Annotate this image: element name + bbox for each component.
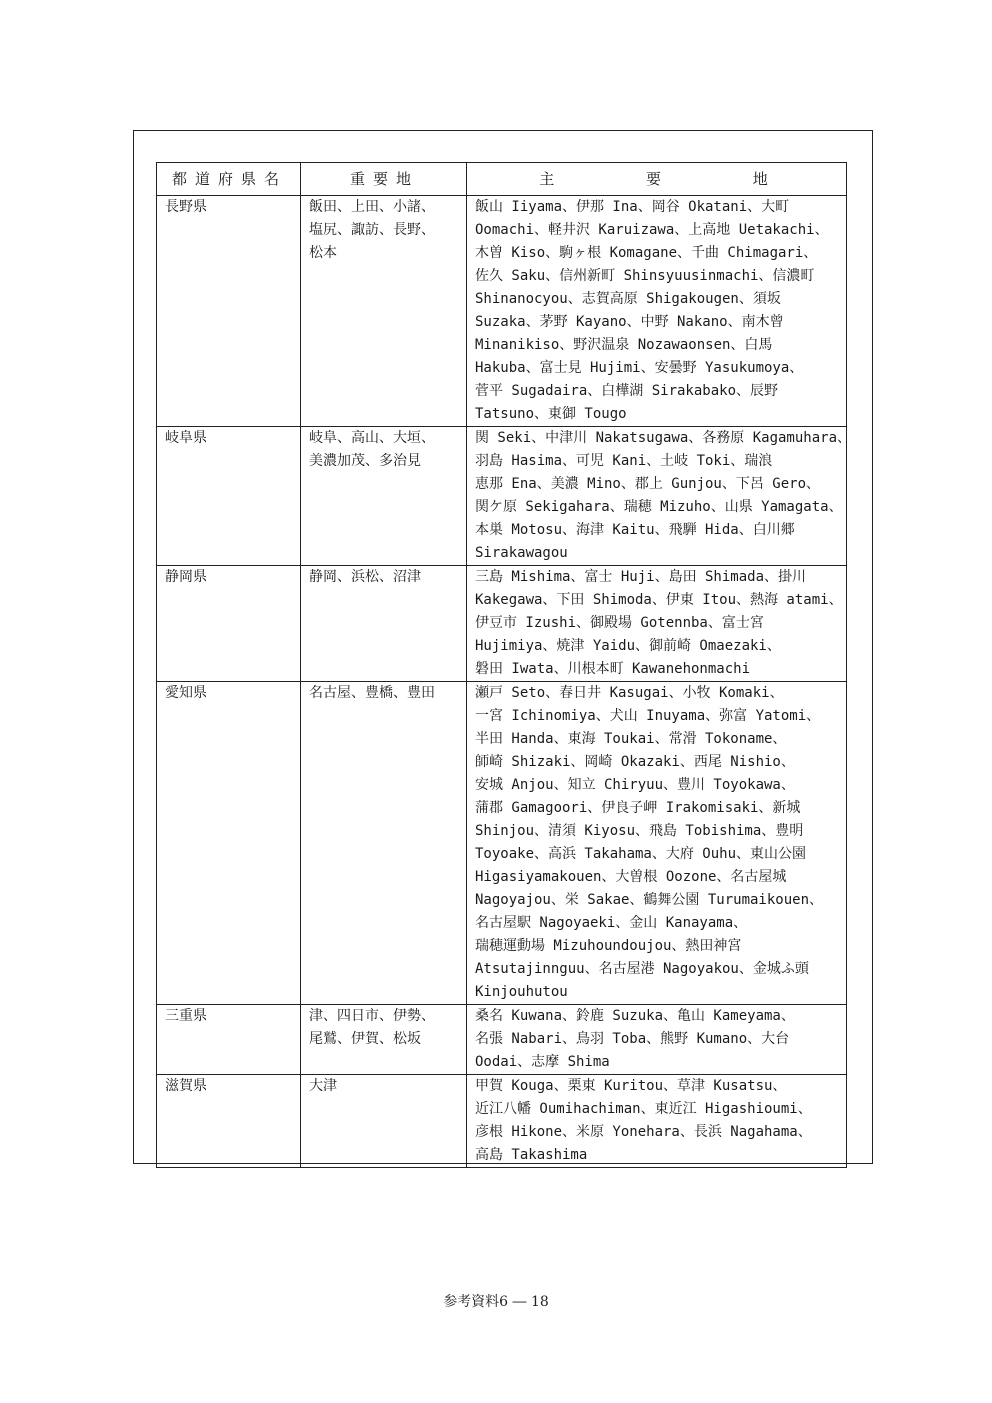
major-place-line: 三島 Mishima、富士 Huji、島田 Shimada、掛川 (475, 569, 807, 585)
table-row (157, 196, 847, 427)
major-place-line: Hakuba、富士見 Hujimi、安曇野 Yasukumoya、 (475, 360, 804, 376)
major-place-line: 木曽 Kiso、駒ヶ根 Komagane、千曲 Chimagari、 (475, 245, 818, 261)
table-row (157, 566, 847, 682)
prefecture-name: 岐阜県 (157, 427, 301, 566)
important-places (301, 427, 467, 566)
important-place-line: 松本 (309, 245, 337, 261)
header-important: 重要地 (301, 163, 467, 196)
major-place-line: 羽島 Hasima、可児 Kani、土岐 Toki、瑞浪 (475, 453, 773, 469)
major-place-line: 関ケ原 Sekigahara、瑞穂 Mizuho、山県 Yamagata、 (475, 499, 843, 515)
major-place-line: 飯山 Iiyama、伊那 Ina、岡谷 Okatani、大町 (475, 199, 790, 215)
major-place-line: 磐田 Iwata、川根本町 Kawanehonmachi (475, 661, 751, 677)
major-place-line: 瑞穂運動場 Mizuhoundoujou、熱田神宮 (475, 938, 742, 954)
important-place-line: 美濃加茂、多治見 (309, 453, 421, 469)
major-place-line: Higasiyamakouen、大曽根 Oozone、名古屋城 (475, 869, 787, 885)
important-place-line: 静岡、浜松、沼津 (309, 569, 421, 585)
major-place-line: 高島 Takashima (475, 1147, 588, 1163)
prefecture-name: 愛知県 (157, 682, 301, 1005)
major-place-line: Kakegawa、下田 Shimoda、伊東 Itou、熱海 atami、 (475, 592, 843, 608)
prefecture-name: 滋賀県 (157, 1075, 301, 1168)
major-place-line: 蒲郡 Gamagoori、伊良子岬 Irakomisaki、新城 (475, 800, 801, 816)
header-major-char-1: 主 (539, 169, 563, 188)
major-place-line: 瀬戸 Seto、春日井 Kasugai、小牧 Komaki、 (475, 685, 784, 701)
major-place-line: Sirakawagou (475, 545, 568, 561)
major-place-line: Atsutajinnguu、名古屋港 Nagoyakou、金城ふ頭 (475, 961, 809, 977)
table-row (157, 427, 847, 566)
major-place-line: 一宮 Ichinomiya、犬山 Inuyama、弥富 Yatomi、 (475, 708, 821, 724)
major-place-line: 名張 Nabari、鳥羽 Toba、熊野 Kumano、大台 (475, 1031, 790, 1047)
table-row (157, 682, 847, 1005)
major-place-line: 安城 Anjou、知立 Chiryuu、豊川 Toyokawa、 (475, 777, 795, 793)
important-places (301, 1075, 467, 1168)
major-place-line: Shinjou、清須 Kiyosu、飛島 Tobishima、豊明 (475, 823, 804, 839)
major-place-line: Tatsuno、東御 Tougo (475, 406, 627, 422)
prefecture-name: 長野県 (157, 196, 301, 427)
major-places (467, 196, 847, 427)
major-place-line: 名古屋駅 Nagoyaeki、金山 Kanayama、 (475, 915, 748, 931)
prefecture-name: 三重県 (157, 1005, 301, 1075)
major-place-line: 甲賀 Kouga、栗東 Kuritou、草津 Kusatsu、 (475, 1078, 787, 1094)
major-place-line: 本巣 Motosu、海津 Kaitu、飛騨 Hida、白川郷 (475, 522, 795, 538)
important-place-line: 大津 (309, 1078, 337, 1094)
major-place-line: 師崎 Shizaki、岡崎 Okazaki、西尾 Nishio、 (475, 754, 795, 770)
important-place-line: 岐阜、高山、大垣、 (309, 430, 435, 446)
important-places (301, 566, 467, 682)
important-places (301, 682, 467, 1005)
major-place-line: Oomachi、軽井沢 Karuizawa、上高地 Uetakachi、 (475, 222, 829, 238)
major-places (467, 566, 847, 682)
major-place-line: Shinanocyou、志賀高原 Shigakougen、須坂 (475, 291, 781, 307)
header-major-char-3: 地 (752, 169, 776, 188)
header-major-char-2: 要 (645, 169, 669, 188)
major-place-line: Kinjouhutou (475, 984, 568, 1000)
important-places (301, 1005, 467, 1075)
prefecture-name: 静岡県 (157, 566, 301, 682)
page-footer: 参考資料6 ― 18 (443, 1294, 549, 1310)
important-place-line: 飯田、上田、小諸、 (309, 199, 435, 215)
major-places (467, 1075, 847, 1168)
major-places (467, 427, 852, 566)
table-row (157, 1005, 847, 1075)
major-place-line: 彦根 Hikone、米原 Yonehara、長浜 Nagahama、 (475, 1124, 812, 1140)
major-place-line: 恵那 Ena、美濃 Mino、郡上 Gunjou、下呂 Gero、 (475, 476, 821, 492)
major-place-line: 近江八幡 Oumihachiman、東近江 Higashioumi、 (475, 1101, 812, 1117)
important-place-line: 尾鷲、伊賀、松坂 (309, 1031, 421, 1047)
major-place-line: 菅平 Sugadaira、白樺湖 Sirakabako、辰野 (475, 383, 779, 399)
major-place-line: Suzaka、茅野 Kayano、中野 Nakano、南木曾 (475, 314, 784, 330)
region-table (156, 162, 852, 1168)
major-place-line: Minanikiso、野沢温泉 Nozawaonsen、白馬 (475, 337, 773, 353)
important-places (301, 196, 467, 427)
major-places (467, 682, 847, 1005)
important-place-line: 津、四日市、伊勢、 (309, 1008, 435, 1024)
major-place-line: 佐久 Saku、信州新町 Shinsyuusinmachi、信濃町 (475, 268, 815, 284)
major-place-line: Nagoyajou、栄 Sakae、鶴舞公園 Turumaikouen、 (475, 892, 824, 908)
header-prefecture: 都道府県名 (157, 163, 301, 196)
table-row (157, 1075, 847, 1168)
table-header-row (157, 163, 847, 196)
major-place-line: Hujimiya、焼津 Yaidu、御前崎 Omaezaki、 (475, 638, 781, 654)
important-place-line: 名古屋、豊橋、豊田 (309, 685, 435, 701)
major-place-line: Toyoake、高浜 Takahama、大府 Ouhu、東山公園 (475, 846, 807, 862)
major-place-line: 半田 Handa、東海 Toukai、常滑 Tokoname、 (475, 731, 787, 747)
major-place-line: 桑名 Kuwana、鈴鹿 Suzuka、亀山 Kameyama、 (475, 1008, 795, 1024)
major-places (467, 1005, 847, 1075)
header-major (467, 163, 847, 196)
important-place-line: 塩尻、諏訪、長野、 (309, 222, 435, 238)
major-place-line: Oodai、志摩 Shima (475, 1054, 610, 1070)
major-place-line: 伊豆市 Izushi、御殿場 Gotennba、富士宮 (475, 615, 764, 631)
major-place-line: 関 Seki、中津川 Nakatsugawa、各務原 Kagamuhara、 (475, 430, 852, 446)
